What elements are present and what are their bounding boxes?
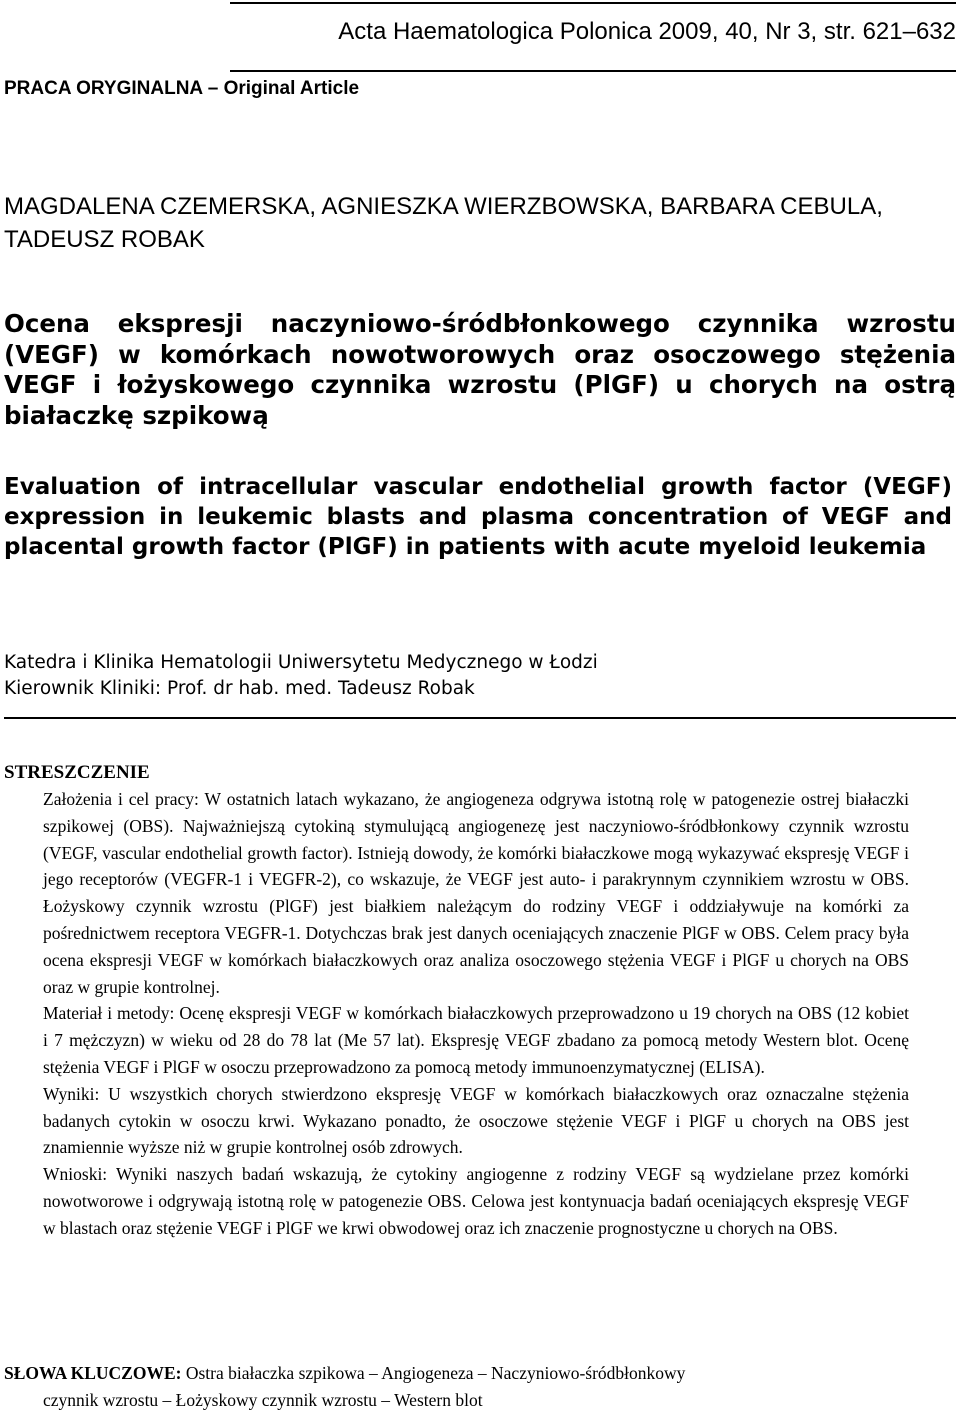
abstract-paragraph-conclusions: Wnioski: Wyniki naszych badań wskazują, że cytokiny angiogenne z rodziny VEGF są wydzielane przez komórki nowotworowe i odgrywają istotną rolę w patogenezie OBS. Celowa jest kontynuacja badań oceniających ekspresję VEGF w blastach oraz stężenie VEGF i PlGF we krwi obwodowej oraz ich znaczenie prognostyczne u chorych na OBS. [43, 1164, 909, 1238]
abstract-body [43, 786, 909, 1242]
abstract-paragraph-methods: Materiał i metody: Ocenę ekspresji VEGF w komórkach białaczkowych przeprowadzono u 19 chorych na OBS (12 kobiet i 7 mężczyzn) w wieku od 28 do 78 lat (Me 57 lat). Ekspresję VEGF zbadano za pomocą metody Western blot. Ocenę stężenia VEGF i PlGF w osoczu przeprowadzono za pomocą metody immunoenzymatycznej (ELISA). [43, 1003, 909, 1077]
affiliation-head: Kierownik Kliniki: Prof. dr hab. med. Tadeusz Robak [4, 678, 475, 699]
journal-citation: Acta Haematologica Polonica 2009, 40, Nr 3, str. 621–632 [338, 18, 956, 45]
keywords-text-continued: czynnik wzrostu – Łożyskowy czynnik wzrostu – Western blot [43, 1390, 483, 1410]
keywords [4, 1360, 910, 1414]
section-rule [4, 717, 956, 719]
abstract-paragraph-results: Wyniki: U wszystkich chorych stwierdzono ekspresję VEGF w komórkach białaczkowych oraz oznaczalne stężenia badanych cytokin w osoczu krwi. Wykazano ponadto, że osoczowe stężenie VEGF i PlGF u chorych na OBS jest znamiennie wyższe niż w grupie kontrolnej osób zdrowych. [43, 1083, 909, 1158]
journal-rule [230, 70, 956, 72]
affiliation-department: Katedra i Klinika Hematologii Uniwersytetu Medycznego w Łodzi [4, 652, 598, 673]
affiliation [4, 650, 598, 702]
abstract-paragraph-aims: Założenia i cel pracy: W ostatnich latach wykazano, że angiogeneza odgrywa istotną rolę w patogenezie ostrej białaczki szpikowej (OBS). Najważniejszą cytokiną stymulującą angiogenezę jest naczyniowo-śródbłonkowy czynnik wzrostu (VEGF, vascular endothelial growth factor). Istnieją dowody, że komórki białaczkowe mogą wykazywać ekspresję VEGF i jego receptorów (VEGFR-1 i VEGFR-2), co wskazuje, że VEGF jest auto- i parakrynnym czynnikiem wzrostu w OBS. Łożyskowy czynnik wzrostu (PlGF) jest białkiem należącym do rodziny VEGF i oddziaływuje na komórki za pośrednictwem receptora VEGFR-1. Dotychczas brak jest danych oceniających znaczenie PlGF w OBS. Celem pracy była ocena ekspresji VEGF w komórkach białaczkowych oraz analiza osoczowego stężenia VEGF i PlGF u chorych na OBS oraz w grupie kontrolnej. [43, 789, 909, 997]
article-title-english: Evaluation of intracellular vascular endothelial growth factor (VEGF) expression in leukemic blasts and plasma concentration of VEGF and placental growth factor (PlGF) in patients with acute myeloid leukemia [4, 474, 952, 560]
author-list: MAGDALENA CZEMERSKA, AGNIESZKA WIERZBOWSKA, BARBARA CEBULA, TADEUSZ ROBAK [4, 193, 883, 253]
keywords-label: SŁOWA KLUCZOWE: [4, 1363, 182, 1383]
article-title-polish: Ocena ekspresji naczyniowo-śródbłonkowego czynnika wzrostu (VEGF) w komórkach nowotworowych oraz osoczowego stężenia VEGF i łożyskowego czynnika wzrostu (PlGF) u chorych na ostrą białaczkę szpikową [4, 309, 956, 430]
abstract-heading: STRESZCZENIE [4, 762, 150, 783]
top-rule [230, 2, 956, 4]
article-type-label: PRACA ORYGINALNA – Original Article [4, 78, 360, 99]
keywords-text: Ostra białaczka szpikowa – Angiogeneza – Naczyniowo-śródbłonkowy [185, 1363, 686, 1383]
